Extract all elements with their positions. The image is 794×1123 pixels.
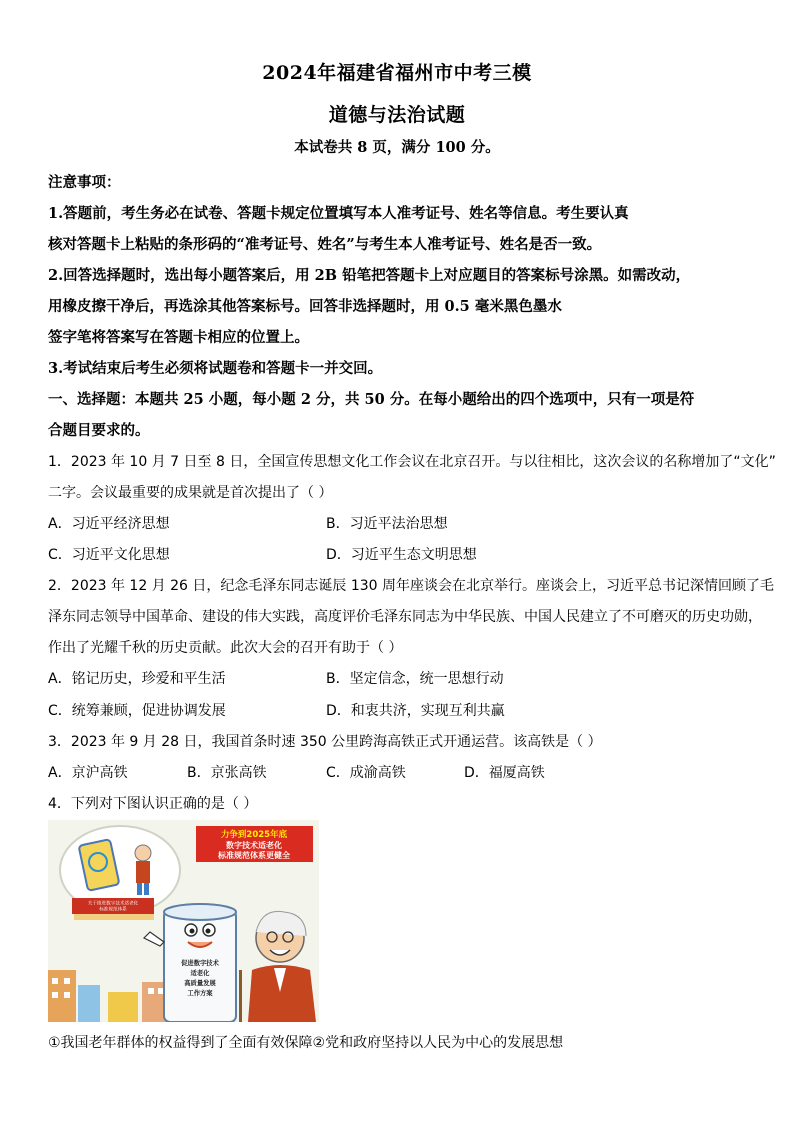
notice-line: 2.回答选择题时，选出每小题答案后，用 2B 铅笔把答题卡上对应题目的答案标号涂黑。如需改动，: [48, 267, 691, 284]
section-heading: 一、选择题：本题共 25 小题，每小题 2 分，共 50 分。在每小题给出的四个选项中，只有一项是符: [48, 391, 695, 408]
cartoon-illustration: [48, 820, 319, 1022]
question-1-text: 二字。会议最重要的成果就是首次提出了（ ）: [48, 485, 333, 501]
scroll-text: 适老化: [190, 970, 210, 977]
q1-option-a: A．习近平经济思想: [48, 516, 170, 532]
notice-line: 1.答题前，考生务必在试卷、答题卡规定位置填写本人准考证号、姓名等信息。考生要认真: [48, 205, 629, 222]
question-4-text: 4．下列对下图认识正确的是（ ）: [48, 796, 258, 812]
q2-option-b: B．坚定信念，统一思想行动: [326, 671, 504, 687]
q2-option-d: D．和衷共济，实现互利共赢: [326, 703, 505, 719]
section-heading-cont: 合题目要求的。: [48, 422, 150, 439]
notice-line: 签字笔将答案写在答题卡相应的位置上。: [48, 329, 309, 346]
q3-option-a: A．京沪高铁: [48, 765, 128, 781]
question-2-text: 泽东同志领导中国革命、建设的伟大实践，高度评价毛泽东同志为中华民族、中国人民建立了不可磨灭的历史功勋，: [48, 609, 762, 625]
question-2-text: 2．2023 年 12 月 26 日，纪念毛泽东同志诞辰 130 周年座谈会在北京举行。座谈会上，习近平总书记深情回顾了毛: [48, 578, 775, 594]
notice-heading: 注意事项：: [48, 174, 121, 191]
scroll-text: 工作方案: [187, 990, 213, 997]
question-1-text: 1．2023 年 10 月 7 日至 8 日，全国宣传思想文化工作会议在北京召开。与以往相比，这次会议的名称增加了“文化”: [48, 454, 776, 470]
exam-info: 本试卷共 8 页，满分 100 分。: [294, 139, 500, 156]
notice-line: 用橡皮擦干净后，再选涂其他答案标号。回答非选择题时，用 0.5 毫米黑色墨水: [48, 298, 562, 315]
q3-option-d: D．福厦高铁: [464, 765, 545, 781]
banner-text: 数字技术适老化: [226, 841, 282, 850]
question-3-text: 3．2023 年 9 月 28 日，我国首条时速 350 公里跨海高铁正式开通运营。该高铁是（ ）: [48, 734, 602, 750]
banner-text: 力争到2025年底: [220, 830, 288, 840]
q3-option-c: C．成渝高铁: [326, 765, 406, 781]
q2-option-c: C．统筹兼顾，促进协调发展: [48, 703, 226, 719]
scroll-text: 促进数字技术: [181, 960, 219, 967]
q1-option-d: D．习近平生态文明思想: [326, 547, 477, 563]
cartoon-figure: [48, 820, 319, 1022]
question-4-statements: ①我国老年群体的权益得到了全面有效保障②党和政府坚持以人民为中心的发展思想: [48, 1035, 564, 1051]
q1-option-c: C．习近平文化思想: [48, 547, 170, 563]
question-2-text: 作出了光耀千秋的历史贡献。此次大会的召开有助于（ ）: [48, 640, 403, 656]
q1-option-b: B．习近平法治思想: [326, 516, 448, 532]
notice-line: 3.考试结束后考生必须将试题卷和答题卡一并交回。: [48, 360, 383, 377]
exam-subject: 道德与法治试题: [328, 104, 466, 126]
scroll-text: 高质量发展: [184, 980, 216, 987]
notice-line: 核对答题卡上粘贴的条形码的“准考证号、姓名”与考生本人准考证号、姓名是否一致。: [48, 236, 602, 253]
book-text: 关于推进数字技术适老化: [87, 901, 139, 907]
q3-option-b: B．京张高铁: [187, 765, 267, 781]
book-text: 标准规范体系: [99, 907, 127, 913]
banner-text: 标准规范体系更健全: [218, 851, 290, 860]
exam-title: 2024年福建省福州市中考三模: [262, 62, 532, 84]
q2-option-a: A．铭记历史，珍爱和平生活: [48, 671, 226, 687]
